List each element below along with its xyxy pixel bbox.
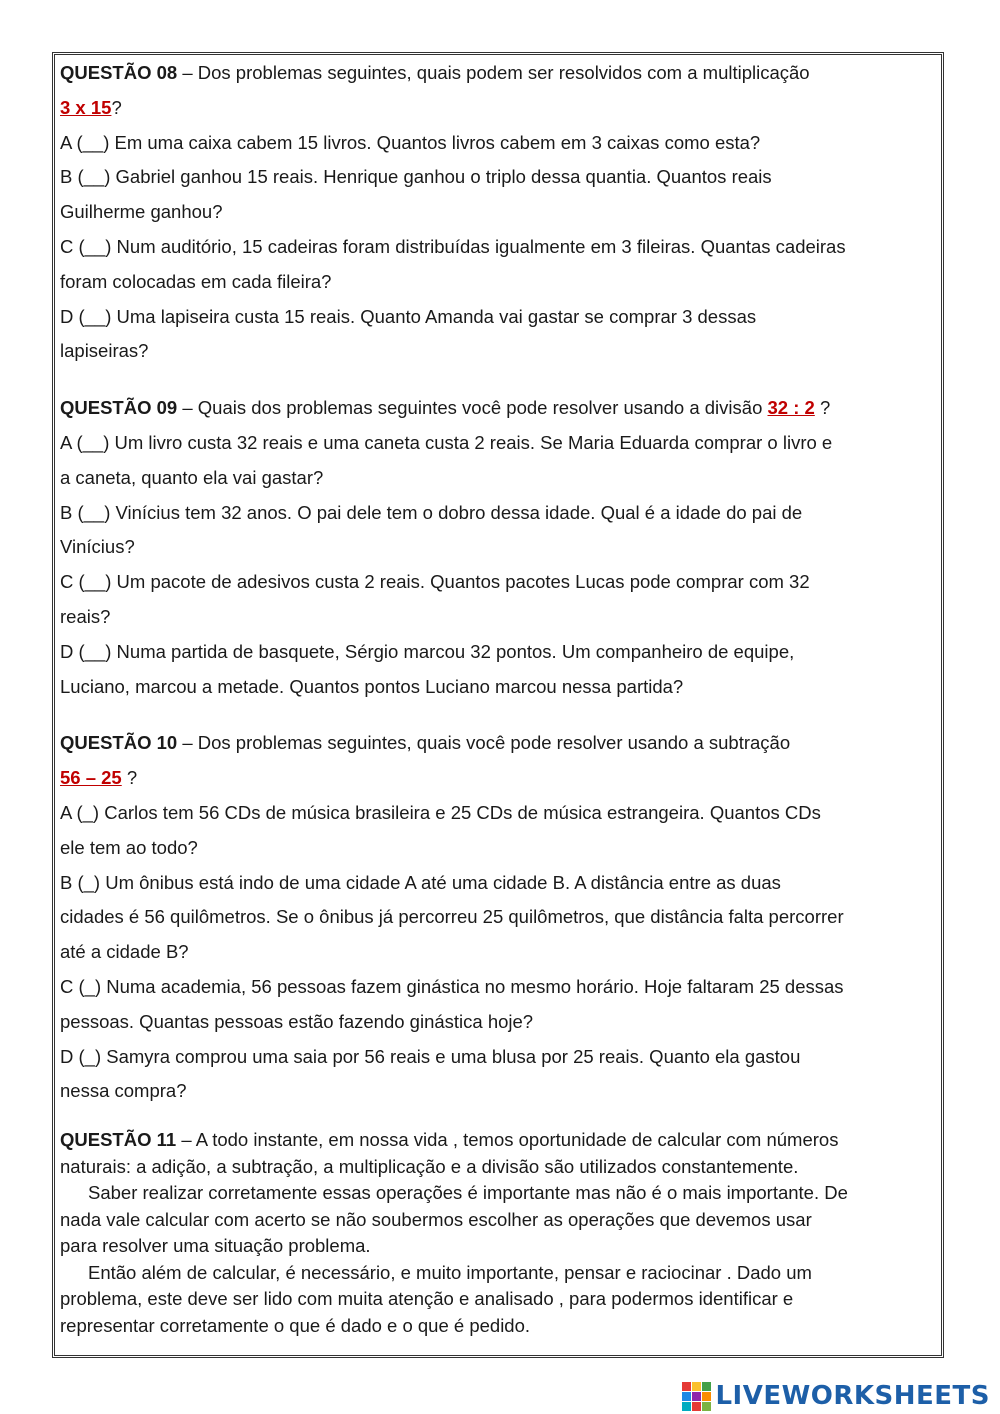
q10-suffix: ?: [121, 767, 138, 789]
q10-option-a: A (_) Carlos tem 56 CDs de música brasileira e 25 CDs de música estrangeira. Quantos CDs: [60, 801, 821, 823]
q08-option-c-cont: foram colocadas em cada fileira?: [60, 270, 332, 292]
q11-heading: [60, 1127, 930, 1154]
q11-text-line: problema, este deve ser lido com muita atenção e analisado , para podermos identificar e: [60, 1288, 794, 1310]
q09-heading: [60, 391, 930, 426]
q11-title: QUESTÃO 11: [60, 1129, 177, 1151]
q11-text-line: Saber realizar corretamente essas operações é importante mas não é o mais importante. De: [88, 1182, 848, 1204]
q08-option-b: B (__) Gabriel ganhou 15 reais. Henrique ganhou o triplo dessa quantia. Quantos reais: [60, 166, 772, 188]
q09-operation: 32 : 2: [767, 397, 815, 419]
q11-text-line: nada vale calcular com acerto se não soubermos escolher as operações que devemos usar: [60, 1208, 812, 1230]
q11-text-line: Então além de calcular, é necessário, e muito importante, pensar e raciocinar . Dado um: [88, 1261, 812, 1283]
q10-option-a-cont: ele tem ao todo?: [60, 836, 198, 858]
q10-title: QUESTÃO 10: [60, 732, 178, 754]
q09-option-b-cont: Vinícius?: [60, 536, 135, 558]
q08-option-c: C (__) Num auditório, 15 cadeiras foram distribuídas igualmente em 3 fileiras. Quantas cadeiras: [60, 235, 846, 257]
q08-option-b-cont: Guilherme ganhou?: [60, 201, 223, 223]
q08-prompt: – Dos problemas seguintes, quais podem ser resolvidos com a multiplicação: [177, 62, 810, 83]
q08-option-d: D (__) Uma lapiseira custa 15 reais. Quanto Amanda vai gastar se comprar 3 dessas: [60, 305, 757, 327]
q09-title: QUESTÃO 09: [60, 397, 178, 419]
q09-option-b: B (__) Vinícius tem 32 anos. O pai dele tem o dobro dessa idade. Qual é a idade do pai de: [60, 501, 803, 523]
q08-operation: 3 x 15: [60, 96, 112, 118]
logo-blocks-icon: [682, 1382, 711, 1411]
q10-option-d: D (_) Samyra comprou uma saia por 56 reais e uma blusa por 25 reais. Quanto ela gastou: [60, 1045, 801, 1067]
liveworksheets-logo[interactable]: [682, 1378, 990, 1414]
worksheet-content: [60, 56, 930, 1339]
q09-option-c: C (__) Um pacote de adesivos custa 2 reais. Quantos pacotes Lucas pode comprar com 32: [60, 571, 810, 593]
q08-option-d-cont: lapiseiras?: [60, 340, 149, 362]
q11-text-line: representar corretamente o que é dado e o que é pedido.: [60, 1314, 531, 1336]
q10-prompt: – Dos problemas seguintes, quais você pode resolver usando a subtração: [177, 732, 791, 754]
q11-text-line: para resolver uma situação problema.: [60, 1235, 371, 1257]
q08-heading: [60, 56, 930, 91]
q10-operation-line: [60, 761, 930, 796]
q09-option-a: A (__) Um livro custa 32 reais e uma caneta custa 2 reais. Se Maria Eduarda comprar o livro e: [60, 431, 833, 453]
q09-option-c-cont: reais?: [60, 605, 111, 627]
q08-suffix: ?: [111, 96, 122, 118]
q09-option-d: D (__) Numa partida de basquete, Sérgio marcou 32 pontos. Um companheiro de equipe,: [60, 640, 795, 662]
q10-option-c-cont: pessoas. Quantas pessoas estão fazendo ginástica hoje?: [60, 1010, 534, 1032]
q08-title: QUESTÃO 08: [60, 62, 178, 83]
q08-operation-line: [60, 91, 930, 126]
q10-option-b-cont: cidades é 56 quilômetros. Se o ônibus já percorreu 25 quilômetros, que distância falta percorrer: [60, 906, 844, 928]
q10-option-b: B (_) Um ônibus está indo de uma cidade A até uma cidade B. A distância entre as duas: [60, 871, 781, 893]
logo-text: LIVEWORKSHEETS: [715, 1381, 990, 1411]
q10-option-c: C (_) Numa academia, 56 pessoas fazem ginástica no mesmo horário. Hoje faltaram 25 dessas: [60, 975, 844, 997]
q08-option-a: A (__) Em uma caixa cabem 15 livros. Quantos livros cabem em 3 caixas como esta?: [60, 131, 761, 153]
q11-first-line: – A todo instante, em nossa vida , temos oportunidade de calcular com números: [176, 1129, 839, 1151]
q10-operation: 56 – 25: [60, 767, 122, 789]
q10-heading: [60, 726, 930, 761]
q09-suffix: ?: [814, 397, 831, 419]
q09-prompt: – Quais dos problemas seguintes você pode resolver usando a divisão: [177, 397, 768, 419]
q09-option-a-cont: a caneta, quanto ela vai gastar?: [60, 466, 324, 488]
q10-option-b-cont2: até a cidade B?: [60, 941, 189, 963]
q09-option-d-cont: Luciano, marcou a metade. Quantos pontos Luciano marcou nessa partida?: [60, 675, 684, 697]
q11-text-line: naturais: a adição, a subtração, a multiplicação e a divisão são utilizados constantemente.: [60, 1155, 799, 1177]
q10-option-d-cont: nessa compra?: [60, 1080, 187, 1102]
